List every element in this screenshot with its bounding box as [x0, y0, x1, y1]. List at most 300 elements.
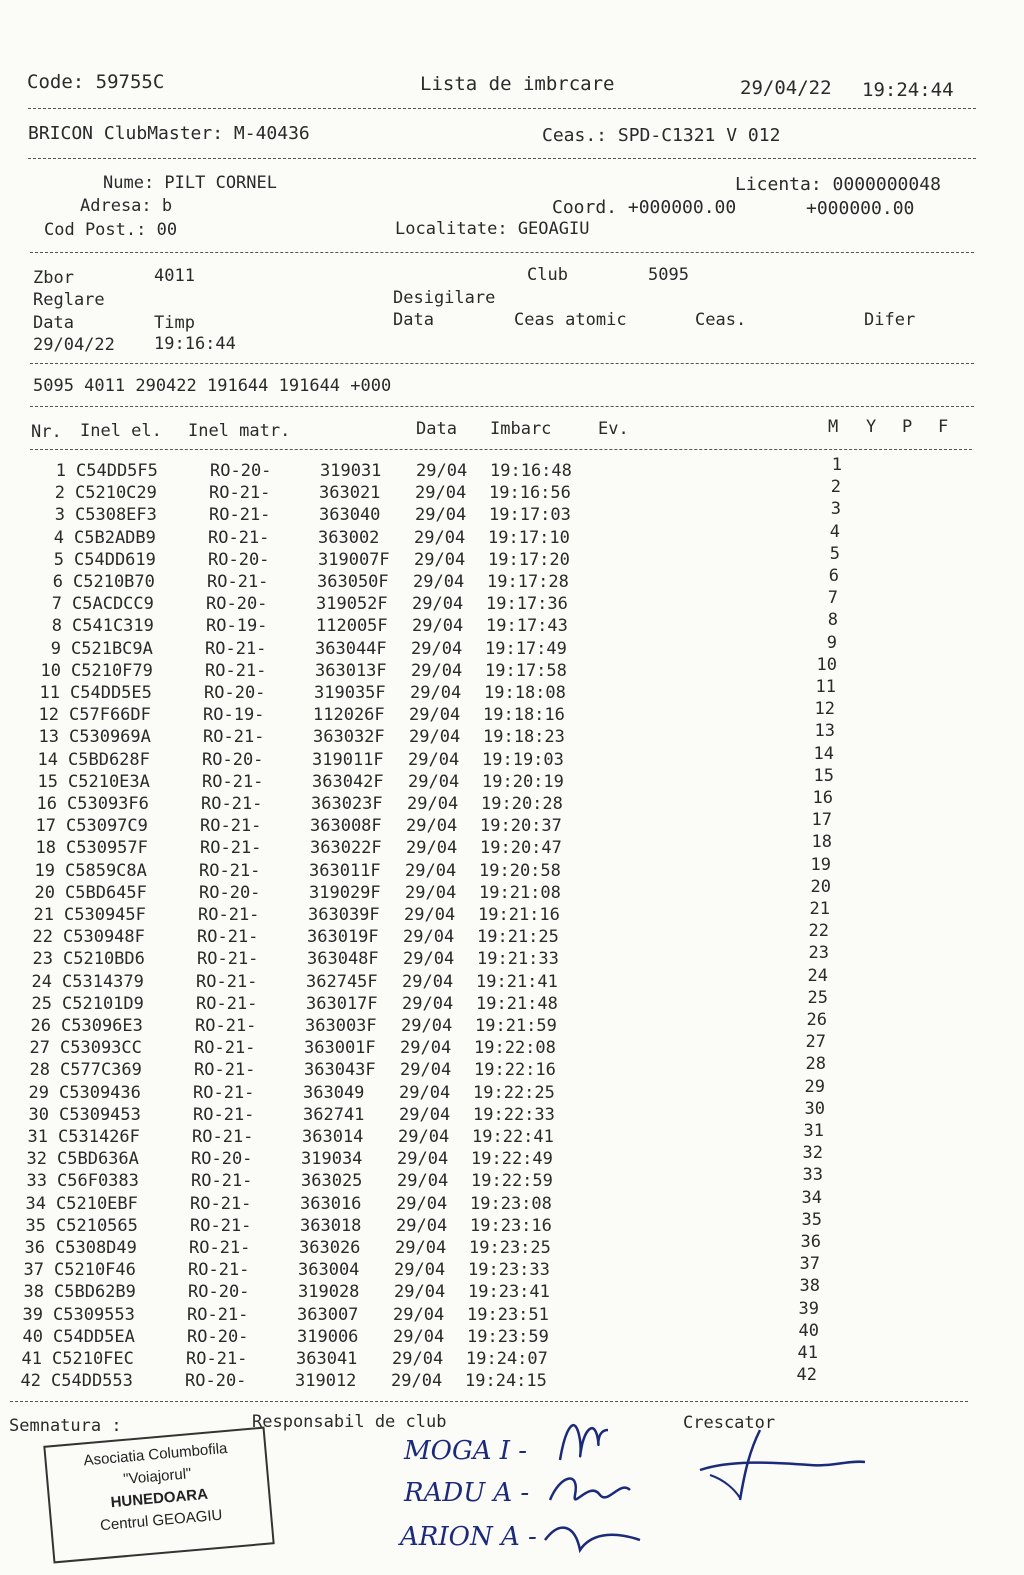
- row-number: 10: [40, 660, 61, 681]
- col-f: F: [938, 417, 949, 437]
- ring-number: 319034: [301, 1149, 363, 1170]
- ring-prefix: RO-21-: [205, 660, 267, 681]
- ring-number: 363050F: [317, 572, 389, 592]
- position: 15: [813, 765, 834, 786]
- arrival-time: 19:20:37: [480, 816, 562, 837]
- arrival-time: 19:23:51: [467, 1304, 549, 1325]
- ring-number: 363016: [300, 1193, 362, 1214]
- ring-prefix: RO-21-: [201, 794, 263, 814]
- row-number: 7: [51, 594, 62, 615]
- row-number: 1: [55, 461, 66, 481]
- table-row: [0, 632, 1024, 660]
- electronic-ring: C5309553: [53, 1304, 135, 1325]
- position: 22: [808, 921, 829, 942]
- electronic-ring: C5BD645F: [65, 882, 147, 903]
- row-number: 40: [22, 1326, 43, 1347]
- ring-number: 363002: [318, 527, 380, 548]
- arrival-time: 19:20:47: [480, 838, 562, 859]
- table-row: [0, 854, 1024, 882]
- table-row: [0, 832, 1024, 859]
- arrival-date: 29/04: [416, 461, 468, 481]
- ring-number: 363017F: [306, 993, 378, 1014]
- reglare-time-label: Timp: [154, 313, 195, 333]
- ring-prefix: RO-21-: [197, 927, 259, 948]
- arrival-date: 29/04: [394, 1260, 446, 1281]
- electronic-ring: C5859C8A: [65, 860, 147, 881]
- ring-number: 362745F: [306, 971, 378, 992]
- position: 19: [810, 854, 831, 875]
- arrival-date: 29/04: [397, 1149, 449, 1170]
- ring-prefix: RO-21-: [189, 1238, 251, 1258]
- position: 30: [804, 1098, 825, 1119]
- arrival-time: 19:21:41: [476, 971, 558, 992]
- ring-prefix: RO-20-: [187, 1326, 249, 1347]
- position: 17: [811, 810, 832, 831]
- club-number: 5095: [648, 265, 689, 285]
- row-number: 24: [31, 971, 52, 992]
- position: 26: [806, 1010, 827, 1030]
- ring-number: 319028: [298, 1282, 360, 1303]
- arrival-time: 19:19:03: [482, 749, 564, 770]
- col-data: Data: [416, 419, 457, 439]
- ring-prefix: RO-21-: [196, 993, 258, 1014]
- table-row: [0, 455, 1024, 482]
- divider: [30, 252, 974, 253]
- electronic-ring: C57F66DF: [69, 705, 151, 726]
- electronic-ring: C5314379: [62, 971, 144, 992]
- arrival-date: 29/04: [410, 683, 462, 703]
- arrival-time: 19:23:08: [470, 1193, 552, 1214]
- position: 11: [815, 677, 836, 697]
- position: 12: [814, 699, 835, 720]
- ring-number: 362741: [303, 1104, 365, 1125]
- arrival-date: 29/04: [400, 1060, 452, 1081]
- arrival-time: 19:23:25: [469, 1238, 551, 1258]
- table-row: [0, 499, 1024, 526]
- row-number: 36: [24, 1238, 45, 1258]
- ring-number: 363025: [301, 1171, 363, 1192]
- row-number: 31: [27, 1127, 48, 1147]
- electronic-ring: C5BD62B9: [54, 1282, 136, 1303]
- desigilare-label: Desigilare: [393, 288, 496, 308]
- breeder-label: Crescator: [683, 1413, 776, 1433]
- position: 3: [830, 499, 841, 520]
- arrival-time: 19:17:28: [487, 572, 569, 592]
- arrival-date: 29/04: [399, 1082, 451, 1103]
- arrival-time: 19:23:41: [468, 1282, 550, 1303]
- ring-number: 363041: [296, 1349, 358, 1369]
- electronic-ring: C5210E3A: [68, 771, 150, 792]
- table-row: [0, 1365, 1024, 1392]
- arrival-time: 19:17:36: [486, 594, 568, 615]
- position: 29: [804, 1076, 825, 1097]
- summary-line: 5095 4011 290422 191644 191644 +000: [33, 376, 392, 396]
- arrival-date: 29/04: [403, 927, 455, 948]
- ring-number: 363014: [302, 1127, 364, 1147]
- position: 6: [828, 566, 839, 586]
- ring-prefix: RO-21-: [205, 638, 267, 659]
- row-number: 27: [29, 1038, 50, 1059]
- electronic-ring: C54DD553: [51, 1371, 133, 1392]
- row-number: 4: [53, 527, 64, 548]
- table-row: [0, 876, 1024, 904]
- row-number: 13: [38, 727, 59, 748]
- row-number: 21: [33, 905, 54, 925]
- electronic-ring: C5210B70: [73, 572, 155, 592]
- ring-prefix: RO-21-: [197, 949, 259, 970]
- electronic-ring: C5210EBF: [56, 1193, 138, 1214]
- col-inel-el: Inel el.: [80, 421, 162, 441]
- reglare-date-label: Data: [33, 313, 74, 333]
- ring-prefix: RO-20-: [185, 1371, 247, 1392]
- position: 2: [830, 477, 841, 498]
- arrival-time: 19:24:07: [466, 1349, 548, 1369]
- electronic-ring: C5309453: [59, 1104, 141, 1125]
- coordinates: Coord. +000000.00: [552, 197, 737, 218]
- ring-number: 363004: [298, 1260, 360, 1281]
- arrival-time: 19:18:16: [483, 705, 565, 726]
- arrival-date: 29/04: [405, 860, 457, 881]
- arrival-time: 19:20:28: [481, 794, 563, 814]
- row-number: 35: [25, 1215, 46, 1236]
- table-row: [0, 1010, 1024, 1037]
- arrival-date: 29/04: [411, 638, 463, 659]
- ring-number: 363018: [300, 1215, 362, 1236]
- arrival-time: 19:22:59: [471, 1171, 553, 1192]
- ring-prefix: RO-21-: [187, 1304, 249, 1325]
- table-row: [0, 477, 1024, 504]
- difference-label: Difer: [864, 310, 916, 330]
- license: Licenta: 0000000048: [735, 174, 941, 195]
- owner-name: Nume: PILT CORNEL: [103, 173, 277, 193]
- arrival-time: 19:22:08: [474, 1038, 556, 1059]
- ring-prefix: RO-21-: [194, 1060, 256, 1081]
- arrival-date: 29/04: [402, 993, 454, 1014]
- table-row: [0, 943, 1024, 970]
- table-row: [0, 1254, 1024, 1281]
- position: 35: [801, 1209, 822, 1230]
- arrival-time: 19:17:20: [488, 549, 570, 570]
- row-number: 18: [35, 838, 56, 859]
- electronic-ring: C5210BD6: [63, 949, 145, 970]
- table-row: [0, 743, 1024, 771]
- ring-prefix: RO-21-: [200, 838, 262, 859]
- table-row: [0, 965, 1024, 993]
- ring-number: 363022F: [310, 838, 382, 859]
- ring-prefix: RO-21-: [209, 483, 271, 504]
- arrival-date: 29/04: [409, 705, 461, 726]
- arrival-date: 29/04: [397, 1171, 449, 1192]
- flight-label: Zbor: [33, 268, 74, 288]
- row-number: 33: [26, 1171, 47, 1192]
- position: 34: [801, 1187, 822, 1208]
- arrival-date: 29/04: [403, 949, 455, 970]
- electronic-ring: C5210C29: [75, 483, 157, 504]
- table-row: [0, 1209, 1024, 1237]
- arrival-date: 29/04: [399, 1104, 451, 1125]
- locality: Localitate: GEOAGIU: [395, 219, 590, 239]
- position: 8: [827, 610, 838, 631]
- arrival-time: 19:17:03: [489, 505, 571, 526]
- electronic-ring: C53093CC: [60, 1038, 142, 1059]
- arrival-date: 29/04: [408, 771, 460, 792]
- table-row: [0, 1298, 1024, 1326]
- electronic-ring: C5BD628F: [68, 749, 150, 770]
- row-number: 23: [32, 949, 53, 970]
- reglare-date: 29/04/22: [33, 335, 115, 355]
- col-ev: Ev.: [598, 419, 629, 439]
- responsible-signatures: [520, 1400, 680, 1570]
- table-row: [0, 1032, 1024, 1059]
- ring-prefix: RO-19-: [206, 616, 268, 637]
- electronic-ring: C5ACDCC9: [72, 594, 154, 615]
- electronic-ring: C5210FEC: [52, 1349, 134, 1369]
- ring-prefix: RO-21-: [193, 1104, 255, 1125]
- position: 36: [800, 1232, 821, 1252]
- position: 9: [826, 632, 837, 653]
- electronic-ring: C54DD5EA: [53, 1326, 135, 1347]
- position: 41: [797, 1343, 818, 1363]
- position: 39: [798, 1298, 819, 1319]
- electronic-ring: C53097C9: [66, 816, 148, 837]
- ring-prefix: RO-20-: [202, 749, 264, 770]
- print-date: 29/04/22: [740, 77, 832, 99]
- ring-number: 363049: [303, 1082, 365, 1103]
- arrival-date: 29/04: [415, 483, 467, 504]
- signature-label: Semnatura :: [9, 1416, 122, 1436]
- electronic-ring: C5B2ADB9: [74, 527, 156, 548]
- arrival-date: 29/04: [394, 1282, 446, 1303]
- position: 28: [805, 1054, 826, 1075]
- table-row: [0, 1320, 1024, 1348]
- ring-number: 319012: [295, 1371, 357, 1392]
- reglare-time: 19:16:44: [154, 334, 236, 354]
- col-imbarc: Imbarc: [490, 419, 552, 439]
- ring-number: 319006: [297, 1326, 359, 1347]
- electronic-ring: C541C319: [72, 616, 154, 637]
- arrival-date: 29/04: [412, 594, 464, 615]
- arrival-date: 29/04: [393, 1304, 445, 1325]
- arrival-date: 29/04: [414, 549, 466, 570]
- position: 42: [796, 1365, 817, 1386]
- ring-prefix: RO-21-: [190, 1193, 252, 1214]
- row-number: 22: [32, 927, 53, 948]
- arrival-date: 29/04: [400, 1038, 452, 1059]
- table-row: [0, 987, 1024, 1015]
- row-number: 39: [22, 1304, 43, 1325]
- table-row: [0, 566, 1024, 593]
- divider: [30, 406, 974, 407]
- electronic-ring: C52101D9: [62, 993, 144, 1014]
- table-row: [0, 588, 1024, 615]
- ring-number: 363044F: [315, 638, 387, 659]
- row-number: 28: [29, 1060, 50, 1081]
- arrival-date: 29/04: [413, 572, 465, 592]
- reglare-label: Reglare: [33, 290, 105, 310]
- position: 18: [811, 832, 832, 853]
- table-row: [0, 1121, 1024, 1148]
- row-number: 2: [54, 483, 65, 504]
- arrival-time: 19:17:43: [486, 616, 568, 637]
- ring-prefix: RO-21-: [194, 1038, 256, 1059]
- arrival-time: 19:20:58: [479, 860, 561, 881]
- handwritten-name-2: RADU A -: [404, 1478, 530, 1508]
- postal-code: Cod Post.: 00: [44, 220, 178, 240]
- table-row: [0, 1054, 1024, 1081]
- arrival-date: 29/04: [396, 1193, 448, 1214]
- arrival-time: 19:17:10: [488, 527, 570, 548]
- position: 27: [805, 1032, 826, 1053]
- row-number: 41: [21, 1349, 42, 1369]
- arrival-time: 19:18:08: [484, 683, 566, 703]
- arrival-date: 29/04: [395, 1238, 447, 1258]
- row-number: 14: [37, 749, 58, 770]
- divider: [28, 108, 976, 109]
- table-row: [0, 1276, 1024, 1303]
- table-row: [0, 765, 1024, 793]
- arrival-date: 29/04: [404, 905, 456, 925]
- table-row: [0, 521, 1024, 549]
- arrival-time: 19:23:59: [467, 1326, 549, 1347]
- arrival-date: 29/04: [412, 616, 464, 637]
- row-number: 6: [52, 572, 63, 592]
- ring-number: 363003F: [305, 1016, 377, 1036]
- ring-prefix: RO-20-: [210, 461, 272, 481]
- divider: [30, 449, 972, 450]
- arrival-time: 19:21:48: [476, 993, 558, 1014]
- position: 7: [827, 588, 838, 609]
- row-number: 26: [30, 1016, 51, 1036]
- stamp-line-1: Asociatia Columbofila: [82, 1439, 229, 1470]
- position: 37: [799, 1254, 820, 1275]
- position: 21: [809, 899, 830, 919]
- row-number: 15: [37, 771, 58, 792]
- coordinates-2: +000000.00: [806, 198, 915, 219]
- electronic-ring: C53093F6: [67, 794, 149, 814]
- position: 16: [812, 788, 833, 808]
- col-m: M: [828, 417, 839, 437]
- ring-number: 319007F: [318, 549, 390, 570]
- ring-number: 319052F: [316, 594, 388, 615]
- position: 33: [802, 1165, 823, 1186]
- ring-prefix: RO-21-: [198, 905, 260, 925]
- ring-prefix: RO-21-: [186, 1349, 248, 1369]
- ring-prefix: RO-21-: [193, 1082, 255, 1103]
- arrival-date: 29/04: [398, 1127, 450, 1147]
- table-row: [0, 677, 1024, 704]
- clock-col-label: Ceas.: [695, 310, 747, 330]
- position: 24: [807, 965, 828, 986]
- row-number: 25: [31, 993, 52, 1014]
- table-row: [0, 788, 1024, 815]
- position: 40: [798, 1320, 819, 1341]
- ring-number: 363001F: [304, 1038, 376, 1059]
- electronic-ring: C530948F: [63, 927, 145, 948]
- electronic-ring: C54DD5F5: [76, 461, 158, 481]
- divider: [10, 1401, 968, 1402]
- ring-number: 363021: [319, 483, 381, 504]
- row-number: 19: [34, 860, 55, 881]
- electronic-ring: C53096E3: [61, 1016, 143, 1036]
- electronic-ring: C5210F46: [54, 1260, 136, 1281]
- divider: [30, 363, 974, 364]
- print-time: 19:24:44: [862, 79, 954, 101]
- flight-number: 4011: [154, 266, 195, 286]
- table-row: [0, 721, 1024, 748]
- ring-prefix: RO-20-: [204, 683, 266, 703]
- position: 32: [802, 1143, 823, 1164]
- electronic-ring: C5309436: [59, 1082, 141, 1103]
- position: 20: [810, 876, 831, 897]
- arrival-date: 29/04: [406, 816, 458, 837]
- ring-number: 363008F: [310, 816, 382, 837]
- col-p: P: [902, 417, 913, 437]
- electronic-ring: C530969A: [69, 727, 151, 748]
- arrival-time: 19:17:58: [485, 660, 567, 681]
- electronic-ring: C5308EF3: [75, 505, 157, 526]
- table-row: [0, 1187, 1024, 1215]
- ring-prefix: RO-21-: [209, 505, 271, 526]
- arrival-date: 29/04: [414, 527, 466, 548]
- table-row: [0, 610, 1024, 637]
- row-number: 16: [36, 794, 57, 814]
- electronic-ring: C521BC9A: [71, 638, 153, 659]
- ring-number: 363032F: [313, 727, 385, 748]
- row-number: 42: [20, 1371, 41, 1392]
- position: 25: [807, 987, 828, 1008]
- arrival-date: 29/04: [396, 1215, 448, 1236]
- arrival-time: 19:22:16: [474, 1060, 556, 1081]
- arrival-time: 19:23:33: [468, 1260, 550, 1281]
- row-number: 8: [51, 616, 62, 637]
- ring-prefix: RO-21-: [196, 971, 258, 992]
- arrival-time: 19:24:15: [465, 1371, 547, 1392]
- arrival-date: 29/04: [405, 882, 457, 903]
- arrival-date: 29/04: [406, 838, 458, 859]
- row-number: 29: [28, 1082, 49, 1103]
- arrival-time: 19:22:41: [472, 1127, 554, 1147]
- stamp-line-4: Centrul GEOAGIU: [99, 1506, 223, 1535]
- ring-prefix: RO-21-: [202, 771, 264, 792]
- position: 31: [803, 1121, 824, 1141]
- ring-prefix: RO-21-: [207, 572, 269, 592]
- ring-number: 363013F: [315, 660, 387, 681]
- row-number: 5: [53, 549, 64, 570]
- electronic-ring: C56F0383: [57, 1171, 139, 1192]
- table-row: [0, 1165, 1024, 1192]
- row-number: 32: [26, 1149, 47, 1170]
- row-number: 20: [34, 882, 55, 903]
- col-y: Y: [866, 417, 877, 437]
- ring-number: 363048F: [307, 949, 379, 970]
- ring-prefix: RO-20-: [208, 549, 270, 570]
- ring-prefix: RO-20-: [188, 1282, 250, 1303]
- ring-prefix: RO-21-: [195, 1016, 257, 1036]
- arrival-time: 19:21:08: [479, 882, 561, 903]
- ring-prefix: RO-21-: [192, 1127, 254, 1147]
- stamp-line-3: HUNEDOARA: [109, 1485, 209, 1512]
- ring-number: 363011F: [309, 860, 381, 881]
- position: 38: [799, 1276, 820, 1297]
- ring-number: 363040: [319, 505, 381, 526]
- arrival-time: 19:21:59: [475, 1016, 557, 1036]
- ring-number: 363019F: [307, 927, 379, 948]
- ring-number: 363023F: [311, 794, 383, 814]
- col-nr: Nr.: [31, 422, 62, 442]
- table-row: [0, 1343, 1024, 1370]
- ring-number: 319011F: [312, 749, 384, 770]
- arrival-time: 19:17:49: [485, 638, 567, 659]
